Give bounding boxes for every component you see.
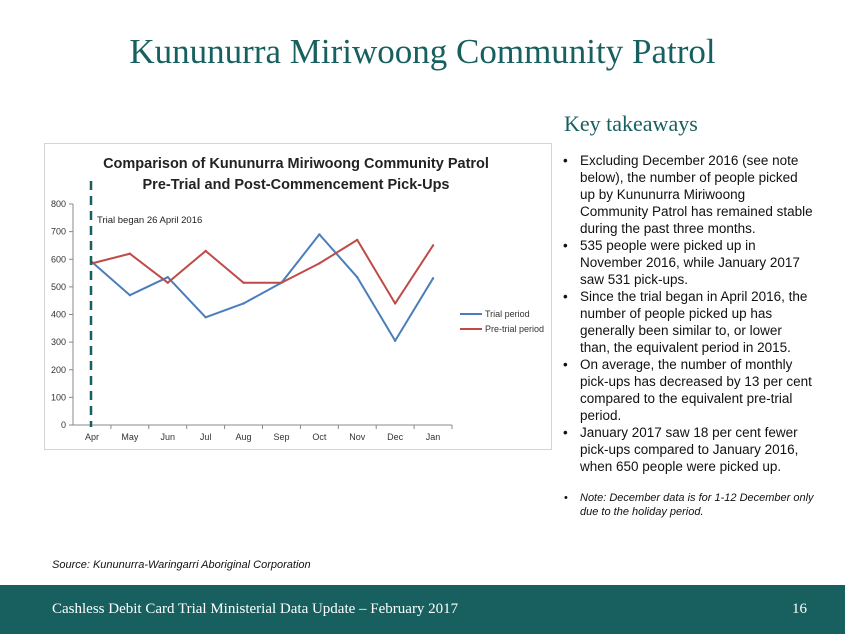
y-tick-label: 300 bbox=[50, 337, 66, 348]
legend-label: Trial period bbox=[485, 309, 530, 319]
chart-title-line2: Pre-Trial and Post-Commencement Pick-Ups bbox=[142, 177, 450, 193]
page-number: 16 bbox=[792, 601, 807, 617]
data-point-pre-trial-period bbox=[204, 250, 206, 252]
data-point-pre-trial-period bbox=[356, 239, 358, 241]
x-tick-label: Dec bbox=[387, 432, 404, 442]
key-takeaways-list bbox=[562, 152, 814, 475]
x-tick-label: Oct bbox=[312, 432, 327, 442]
takeaway-bullet: • Excluding December 2016 (see note below), the number of people picked up by Kununurra Miriwoong Community Patrol has remained stable during the past three months. bbox=[562, 152, 814, 237]
data-point-trial-period bbox=[167, 276, 169, 278]
y-tick-label: 600 bbox=[50, 254, 66, 265]
takeaway-bullet: • On average, the number of monthly pick-ups has decreased by 13 per cent compared to the equivalent pre-trial period. bbox=[562, 356, 814, 424]
x-tick-label: May bbox=[121, 432, 139, 442]
data-point-pre-trial-period bbox=[394, 302, 396, 304]
data-point-pre-trial-period bbox=[318, 262, 320, 264]
y-tick-label: 700 bbox=[50, 226, 66, 237]
key-takeaways-title: Key takeaways bbox=[564, 111, 698, 136]
source-citation: Source: Kununurra-Waringarri Aboriginal Corporation bbox=[52, 559, 311, 571]
x-tick-label: Nov bbox=[349, 432, 366, 442]
y-tick-label: 100 bbox=[50, 392, 66, 403]
data-point-trial-period bbox=[129, 294, 131, 296]
takeaway-bullet: • Since the trial began in April 2016, the number of people picked up has generally been similar to, or lower than, the equivalent period in 2015. bbox=[562, 288, 814, 356]
data-point-trial-period bbox=[432, 277, 434, 279]
chart-canvas bbox=[45, 144, 551, 449]
data-point-pre-trial-period bbox=[167, 282, 169, 284]
x-tick-label: Jul bbox=[199, 432, 212, 442]
y-tick-label: 800 bbox=[50, 199, 66, 209]
data-point-trial-period bbox=[242, 302, 244, 304]
data-point-trial-period bbox=[394, 340, 396, 342]
y-tick-label: 400 bbox=[50, 309, 66, 320]
data-point-pre-trial-period bbox=[432, 244, 434, 246]
data-point-pre-trial-period bbox=[129, 253, 131, 255]
slide-title: Kununurra Miriwoong Community Patrol bbox=[129, 32, 716, 71]
series-line-trial-period bbox=[92, 234, 433, 340]
footer-text: Cashless Debit Card Trial Ministerial Data Update – February 2017 bbox=[52, 601, 459, 617]
line-chart bbox=[44, 143, 552, 450]
x-tick-label: Jan bbox=[425, 432, 441, 442]
x-tick-label: Apr bbox=[84, 432, 99, 442]
y-tick-label: 500 bbox=[50, 281, 66, 292]
y-tick-label: 0 bbox=[60, 420, 66, 430]
december-note: • Note: December data is for 1-12 December only due to the holiday period. bbox=[562, 491, 814, 519]
chart-legend bbox=[460, 309, 544, 334]
x-tick-label: Jun bbox=[160, 432, 176, 442]
footer-bar bbox=[0, 585, 845, 634]
takeaway-bullet: • January 2017 saw 18 per cent fewer pick-ups compared to January 2016, when 650 people were picked up. bbox=[562, 424, 814, 475]
x-tick-label: Sep bbox=[273, 432, 290, 442]
x-tick-label: Aug bbox=[235, 432, 252, 442]
legend-label: Pre-trial period bbox=[485, 324, 545, 334]
chart-title-line1: Comparison of Kununurra Miriwoong Community Patrol bbox=[103, 156, 489, 172]
data-point-trial-period bbox=[204, 316, 206, 318]
data-point-trial-period bbox=[318, 233, 320, 235]
trial-start-annotation: Trial began 26 April 2016 bbox=[97, 215, 203, 226]
data-point-pre-trial-period bbox=[280, 282, 282, 284]
data-point-trial-period bbox=[356, 276, 358, 278]
y-tick-label: 200 bbox=[50, 364, 66, 375]
takeaway-bullet: • 535 people were picked up in November 2016, while January 2017 saw 531 pick-ups. bbox=[562, 237, 814, 288]
data-point-pre-trial-period bbox=[242, 282, 244, 284]
